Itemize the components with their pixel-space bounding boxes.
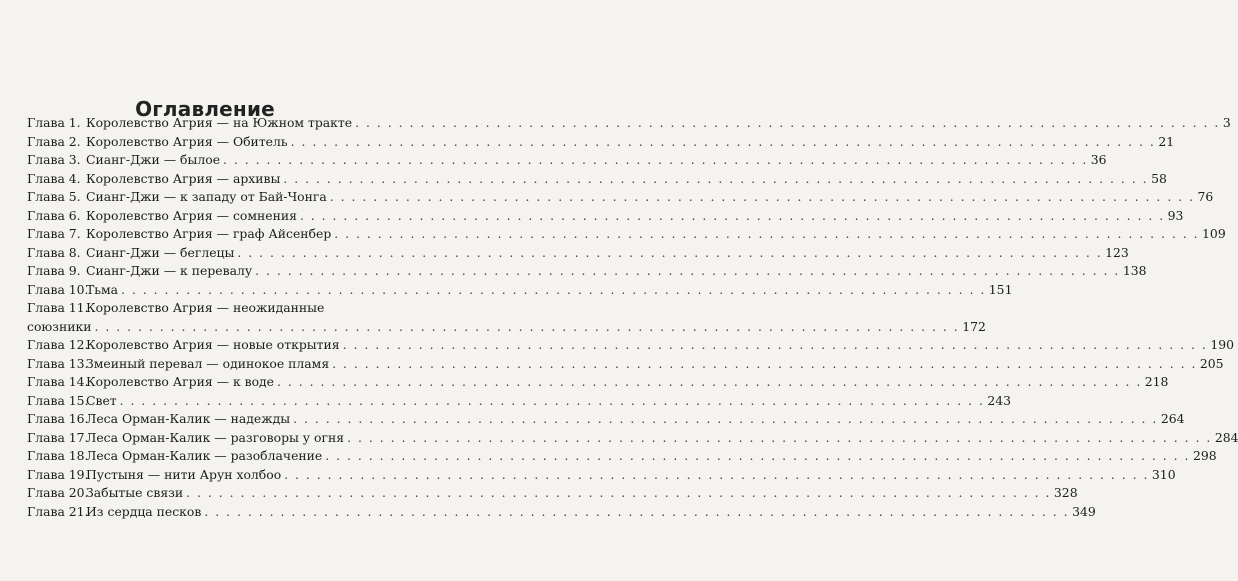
- toc-entry: [27, 373, 1169, 392]
- leader-dots: [223, 151, 1088, 170]
- table-of-contents: [27, 114, 1238, 521]
- page-title: Оглавление: [135, 97, 275, 122]
- chapter-number: Глава 7.: [27, 226, 81, 241]
- toc-entry: [27, 299, 374, 318]
- toc-entry: [27, 244, 1129, 263]
- page-number: 310: [1151, 466, 1176, 482]
- chapter-number: Глава 16.: [27, 411, 89, 426]
- leader-dots: [343, 336, 1208, 355]
- chapter-number: Глава 6.: [27, 207, 81, 223]
- chapter-title: Забытые связи: [86, 485, 184, 500]
- page-number: 58: [1151, 170, 1167, 186]
- chapter-number: Глава 15.: [27, 392, 89, 408]
- page-number: 172: [962, 318, 986, 334]
- toc-entry: [27, 207, 1184, 226]
- toc-entry: [27, 466, 1176, 485]
- leader-dots: [284, 466, 1149, 485]
- page-number: 123: [1105, 244, 1129, 260]
- chapter-number: Глава 14.: [27, 374, 89, 389]
- toc-entry: [27, 188, 1214, 207]
- page-number: 93: [1167, 207, 1184, 223]
- toc-entry: [27, 151, 1107, 170]
- leader-dots: [291, 133, 1156, 152]
- leader-dots: [277, 373, 1142, 392]
- chapter-title: Королевство Агрия — новые открытия: [86, 337, 340, 352]
- page-number: 298: [1193, 448, 1217, 463]
- leader-dots: [330, 188, 1195, 207]
- chapter-title: Королевство Агрия — граф Айсенбер: [86, 226, 332, 241]
- chapter-number: Глава 2.: [27, 133, 81, 149]
- toc-entry: [27, 262, 1147, 281]
- leader-dots: [204, 503, 1069, 522]
- leader-dots: [186, 484, 1051, 503]
- page-number: 243: [987, 392, 1012, 408]
- chapter-title: Королевство Агрия — к воде: [86, 374, 275, 389]
- leader-dots: [334, 225, 1199, 244]
- chapter-number: Глава 20.: [27, 485, 89, 500]
- chapter-title: Леса Орман-Калик — разоблачение: [86, 448, 323, 463]
- page-number: 36: [1090, 152, 1107, 167]
- leader-dots: [94, 318, 959, 337]
- chapter-title: Королевство Агрия — на Южном тракте: [86, 115, 353, 130]
- toc-entry: [27, 355, 1224, 374]
- chapter-title: Королевство Агрия — сомнения: [86, 207, 297, 223]
- toc-entry: [27, 392, 1012, 411]
- chapter-title: Королевство Агрия — неожиданные: [86, 300, 325, 315]
- page-number: 138: [1122, 263, 1147, 278]
- page-number: 205: [1199, 355, 1224, 371]
- chapter-number: Глава 9.: [27, 263, 81, 278]
- chapter-number: Глава 4.: [27, 170, 81, 186]
- chapter-number: Глава 11.: [27, 300, 89, 315]
- chapter-title: Сианг-Джи — былое: [86, 152, 221, 167]
- page-number: 3: [1222, 115, 1231, 130]
- chapter-title: Королевство Агрия — архивы: [86, 170, 281, 186]
- chapter-number: Глава 8.: [27, 244, 81, 260]
- chapter-title: Сианг-Джи — к перевалу: [86, 263, 253, 278]
- page-number: 218: [1144, 374, 1169, 389]
- chapter-title-continuation: союзники: [27, 318, 92, 334]
- page-number: 349: [1072, 503, 1096, 519]
- toc-entry: [27, 114, 1231, 133]
- leader-dots: [332, 355, 1197, 374]
- leader-dots: [255, 262, 1120, 281]
- page-number: 76: [1197, 189, 1214, 204]
- toc-entry: [27, 410, 1185, 429]
- leader-dots: [283, 170, 1148, 189]
- leader-dots: [300, 207, 1165, 226]
- chapter-number: Глава 19.: [27, 466, 89, 482]
- chapter-number: Глава 13.: [27, 355, 89, 371]
- chapter-number: Глава 10.: [27, 281, 89, 297]
- chapter-number: Глава 3.: [27, 152, 81, 167]
- toc-entry: [27, 225, 1226, 244]
- page-number: 151: [988, 281, 1013, 297]
- page-number: 21: [1158, 133, 1175, 149]
- chapter-title: Леса Орман-Калик — надежды: [86, 411, 291, 426]
- page-number: 284: [1214, 429, 1238, 445]
- chapter-number: Глава 12.: [27, 337, 89, 352]
- chapter-title: Сианг-Джи — беглецы: [86, 244, 235, 260]
- chapter-title: Сианг-Джи — к западу от Бай-Чонга: [86, 189, 327, 204]
- leader-dots: [237, 244, 1102, 263]
- chapter-title: Королевство Агрия — Обитель: [86, 133, 288, 149]
- toc-entry: [27, 133, 1175, 152]
- toc-entry: [27, 447, 1217, 466]
- leader-dots: [120, 392, 985, 411]
- chapter-number: Глава 5.: [27, 189, 81, 204]
- chapter-number: Глава 1.: [27, 115, 81, 130]
- chapter-title: Из сердца песков: [86, 503, 202, 519]
- page-number: 328: [1053, 485, 1078, 500]
- leader-dots: [355, 114, 1220, 133]
- chapter-title: Свет: [86, 392, 117, 408]
- toc-entry: [27, 429, 1238, 448]
- page-number: 109: [1202, 226, 1226, 241]
- toc-entry: [27, 484, 1078, 503]
- chapter-title: Пустыня — нити Арун холбоо: [86, 466, 282, 482]
- chapter-number: Глава 17.: [27, 429, 89, 445]
- chapter-number: Глава 21.: [27, 503, 89, 519]
- chapter-number: Глава 18.: [27, 448, 89, 463]
- leader-dots: [293, 410, 1158, 429]
- leader-dots: [325, 447, 1190, 466]
- toc-entry: [27, 336, 1234, 355]
- toc-entry-continuation: [27, 318, 986, 337]
- chapter-title: Тьма: [86, 281, 119, 297]
- chapter-title: Леса Орман-Калик — разговоры у огня: [86, 429, 345, 445]
- chapter-title: Змеиный перевал — одинокое пламя: [86, 355, 330, 371]
- toc-entry: [27, 503, 1096, 522]
- toc-entry: [27, 170, 1167, 189]
- page-number: 264: [1160, 411, 1185, 426]
- leader-dots: [347, 429, 1212, 448]
- leader-dots: [121, 281, 986, 300]
- page-number: 190: [1210, 337, 1234, 352]
- toc-entry: [27, 281, 1013, 300]
